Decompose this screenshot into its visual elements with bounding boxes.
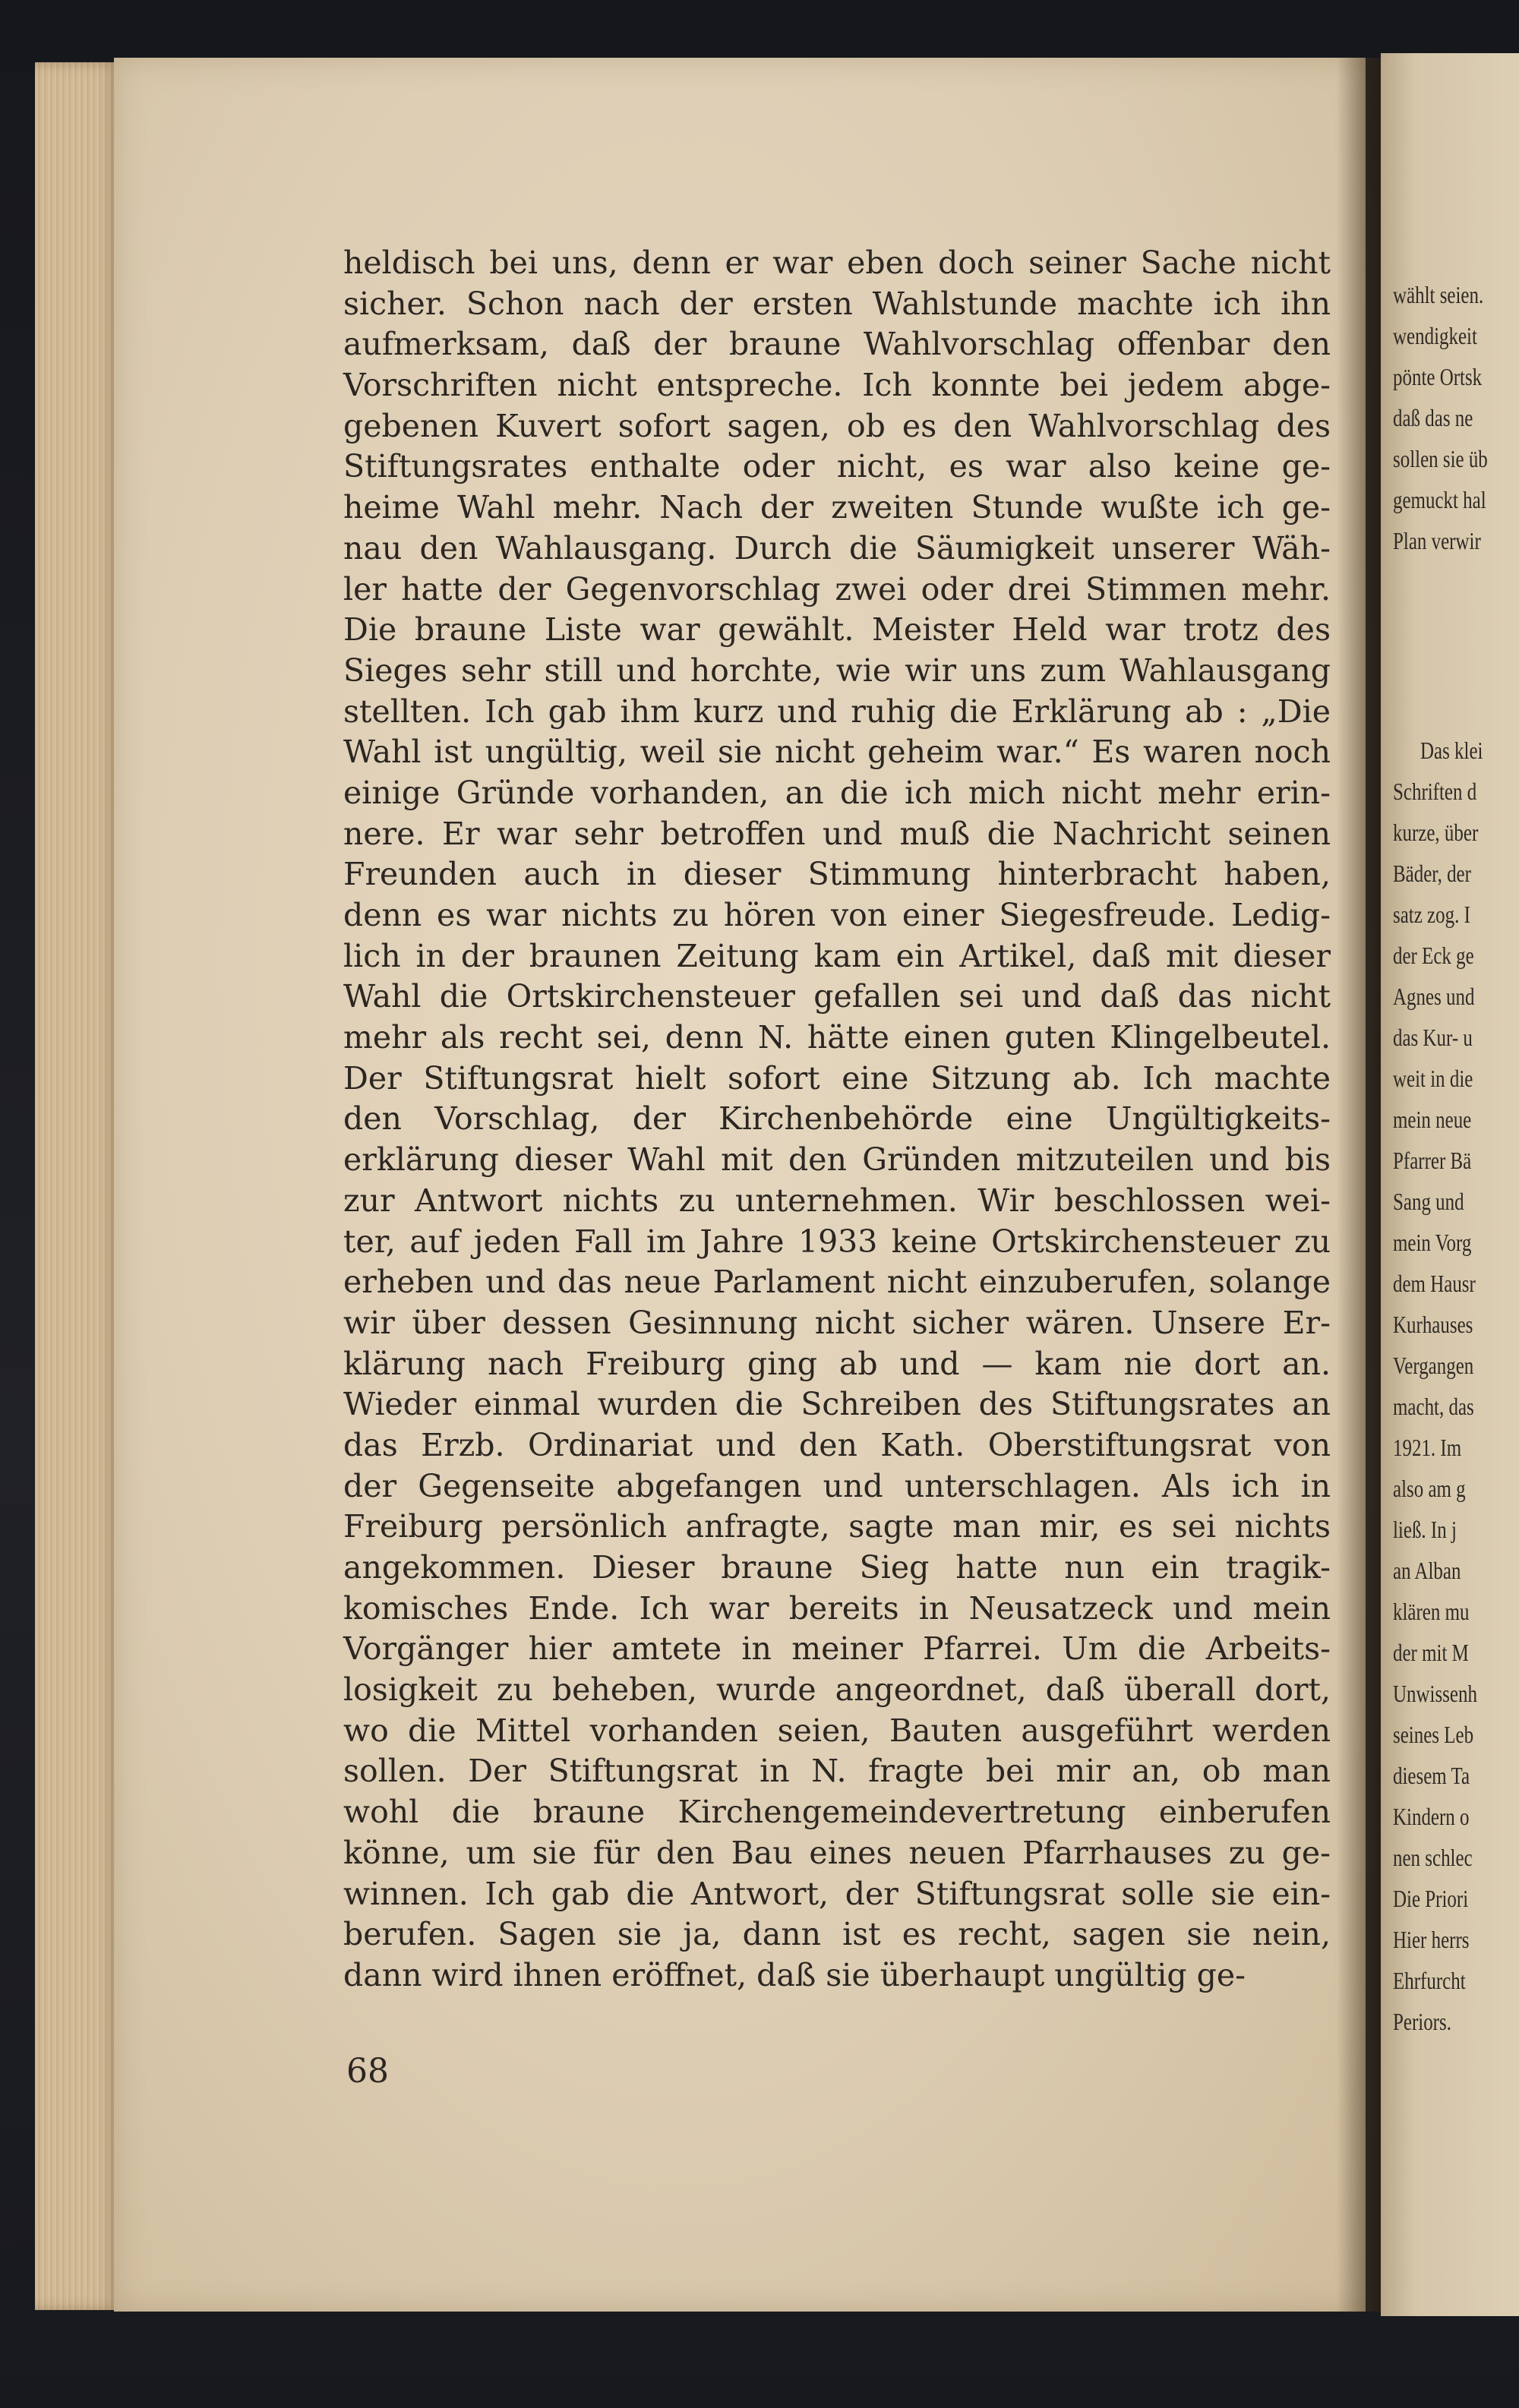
right-text-line: satz zog. I — [1393, 901, 1470, 928]
right-text-line: mein Vorg — [1393, 1229, 1472, 1256]
right-text-line: Vergangen — [1393, 1352, 1474, 1379]
text-line: Der Stiftungsrat hielt sofort eine Sitzung ab. Ich machte — [343, 1059, 1331, 1097]
text-line: einige Gründe vorhanden, an die ich mich nicht mehr erin- — [343, 774, 1331, 811]
text-line: Wahl die Ortskirchensteuer gefallen sei und daß das nicht — [343, 978, 1331, 1015]
text-line: wohl die braune Kirchengemeindevertretung einberufen — [343, 1794, 1331, 1831]
text-line: erklärung dieser Wahl mit den Gründen mitzuteilen und bis — [343, 1141, 1331, 1179]
right-text-line: 1921. Im — [1393, 1434, 1462, 1461]
right-text-line: der mit M — [1393, 1639, 1469, 1666]
right-text-line: Bäder, der — [1393, 860, 1471, 887]
text-line: wo die Mittel vorhanden seien, Bauten ausgeführt werden — [343, 1712, 1331, 1749]
right-text-line: Agnes und — [1393, 983, 1475, 1010]
right-text-line: an Alban — [1393, 1557, 1461, 1584]
right-text-line: also am g — [1393, 1475, 1466, 1502]
text-line: ler hatte der Gegenvorschlag zwei oder drei Stimmen mehr. — [343, 570, 1331, 608]
right-text-line: pönte Ortsk — [1393, 363, 1483, 390]
text-line: angekommen. Dieser braune Sieg hatte nun ein tragik- — [343, 1549, 1331, 1586]
right-text-line: Periors. — [1393, 2008, 1451, 2035]
right-text-line: daß das ne — [1393, 404, 1473, 431]
text-line: lich in der braunen Zeitung kam ein Artikel, daß mit dieser — [343, 937, 1331, 974]
text-line: sicher. Schon nach der ersten Wahlstunde machte ich ihn — [343, 285, 1331, 322]
text-line: heldisch bei uns, denn er war eben doch seiner Sache nicht — [343, 245, 1331, 281]
right-text-line: gemuckt hal — [1393, 486, 1486, 513]
right-text-line: der Eck ge — [1393, 942, 1474, 969]
text-line: berufen. Sagen sie ja, dann ist es recht, sagen sie nein, — [343, 1916, 1331, 1953]
right-page — [1381, 53, 1519, 2316]
text-line: nere. Er war sehr betroffen und muß die Nachricht seinen — [343, 815, 1331, 852]
text-line: erheben und das neue Parlament nicht einzuberufen, solange — [343, 1264, 1331, 1301]
text-line: aufmerksam, daß der braune Wahlvorschlag offenbar den — [343, 326, 1331, 363]
right-text-line: sollen sie üb — [1393, 445, 1488, 472]
right-text-line: wählt seien. — [1393, 281, 1484, 308]
right-text-line: diesem Ta — [1393, 1762, 1470, 1789]
right-text-line: Hier herrs — [1393, 1926, 1470, 1953]
right-text-line: weit in die — [1393, 1065, 1473, 1092]
text-line: heime Wahl mehr. Nach der zweiten Stunde wußte ich ge- — [343, 489, 1331, 526]
text-line: nau den Wahlausgang. Durch die Säumigkeit unserer Wäh- — [343, 529, 1331, 566]
left-page-text — [343, 243, 1331, 1996]
text-line: ter, auf jeden Fall im Jahre 1933 keine Ortskirchensteuer zu — [343, 1223, 1331, 1260]
text-line: Vorschriften nicht entspreche. Ich konnte bei jedem abge- — [343, 367, 1331, 404]
text-line: sollen. Der Stiftungsrat in N. fragte bei mir an, ob man — [343, 1753, 1331, 1790]
right-text-line: dem Hausr — [1393, 1270, 1476, 1297]
page-number: 68 — [346, 2052, 389, 2091]
text-line: Sieges sehr still und horchte, wie wir uns zum Wahlausgang — [343, 652, 1331, 689]
text-line: Wieder einmal wurden die Schreiben des Stiftungsrates an — [343, 1386, 1331, 1423]
right-text-line: Unwissenh — [1393, 1680, 1477, 1707]
text-line: Wahl ist ungültig, weil sie nicht geheim war.“ Es waren noch — [343, 734, 1331, 771]
right-text-line: Kurhauses — [1393, 1311, 1473, 1338]
text-line: mehr als recht sei, denn N. hätte einen guten Klingelbeutel. — [343, 1019, 1331, 1056]
right-text-line: wendigkeit — [1393, 322, 1477, 349]
right-text-line: Pfarrer Bä — [1393, 1147, 1472, 1174]
right-text-line: Das klei — [1420, 737, 1483, 764]
right-text-line: macht, das — [1393, 1393, 1474, 1420]
text-line: das Erzb. Ordinariat und den Kath. Oberstiftungsrat von — [343, 1426, 1331, 1463]
text-line: zur Antwort nichts zu unternehmen. Wir beschlossen wei- — [343, 1182, 1331, 1219]
right-text-line: Ehrfurcht — [1393, 1967, 1466, 1994]
right-text-line: ließ. In j — [1393, 1516, 1457, 1543]
text-line: winnen. Ich gab die Antwort, der Stiftungsrat solle sie ein- — [343, 1875, 1331, 1912]
text-line: dann wird ihnen eröffnet, daß sie überhaupt ungültig ge- — [343, 1956, 1246, 1993]
text-line: Freiburg persönlich anfragte, sagte man mir, es sei nichts — [343, 1508, 1331, 1545]
right-text-line: kurze, über — [1393, 819, 1479, 846]
text-line: komisches Ende. Ich war bereits in Neusatzeck und mein — [343, 1589, 1331, 1627]
text-line: könne, um sie für den Bau eines neuen Pfarrhauses zu ge- — [343, 1834, 1331, 1871]
right-text-line: Plan verwir — [1393, 527, 1481, 554]
book-gutter — [1337, 58, 1382, 2312]
right-text-line: seines Leb — [1393, 1721, 1474, 1748]
right-text-line: klären mu — [1393, 1598, 1470, 1625]
text-line: den Vorschlag, der Kirchenbehörde eine Ungültigkeits- — [343, 1100, 1331, 1138]
text-line: denn es war nichts zu hören von einer Siegesfreude. Ledig- — [343, 897, 1331, 933]
right-text-line: Sang und — [1393, 1188, 1464, 1215]
right-text-line: mein neue — [1393, 1106, 1472, 1133]
text-line: der Gegenseite abgefangen und unterschlagen. Als ich in — [343, 1467, 1331, 1504]
text-line: Stiftungsrates enthalte oder nicht, es war also keine ge- — [343, 448, 1331, 485]
text-line: Vorgänger hier amtete in meiner Pfarrei. Um die Arbeits- — [343, 1630, 1331, 1668]
text-line: gebenen Kuvert sofort sagen, ob es den Wahlvorschlag des — [343, 407, 1331, 444]
right-text-line: das Kur- u — [1393, 1024, 1473, 1051]
text-line: stellten. Ich gab ihm kurz und ruhig die Erklärung ab : „Die — [343, 693, 1331, 730]
text-line: Die braune Liste war gewählt. Meister Held war trotz des — [343, 611, 1331, 649]
right-text-line: Die Priori — [1393, 1885, 1469, 1912]
right-text-line: Schriften d — [1393, 778, 1477, 805]
text-line: Freunden auch in dieser Stimmung hinterbracht haben, — [343, 856, 1331, 893]
text-line: klärung nach Freiburg ging ab und — kam nie dort an. — [343, 1345, 1331, 1382]
right-text-line: Kindern o — [1393, 1803, 1470, 1830]
book-page-edges — [35, 62, 118, 2310]
text-line: wir über dessen Gesinnung nicht sicher wären. Unsere Er- — [343, 1304, 1331, 1341]
right-text-line: nen schlec — [1393, 1844, 1473, 1871]
text-line: losigkeit zu beheben, wurde angeordnet, daß überall dort, — [343, 1671, 1331, 1709]
